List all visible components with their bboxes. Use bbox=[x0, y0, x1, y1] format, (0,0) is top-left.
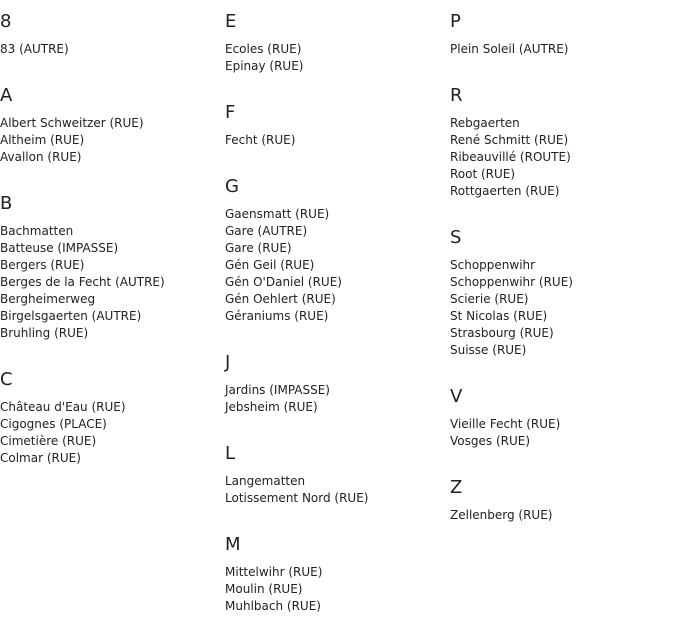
letter-heading: S bbox=[450, 227, 462, 248]
street-link[interactable]: Strasbourg (RUE) bbox=[450, 326, 554, 340]
street-link[interactable]: 83 (AUTRE) bbox=[0, 42, 69, 56]
street-list bbox=[450, 41, 670, 58]
street-link[interactable]: Scierie (RUE) bbox=[450, 292, 529, 306]
letter-heading: F bbox=[225, 102, 236, 123]
street-link[interactable]: Gaensmatt (RUE) bbox=[225, 207, 330, 221]
index-column-1 bbox=[0, 0, 220, 467]
group-spacer bbox=[0, 166, 220, 182]
street-link[interactable]: Moulin (RUE) bbox=[225, 582, 303, 596]
street-link[interactable]: Château d'Eau (RUE) bbox=[0, 400, 126, 414]
group-spacer bbox=[225, 75, 445, 91]
letter-group bbox=[0, 194, 220, 358]
letter-group bbox=[225, 103, 445, 165]
letter-heading: 8 bbox=[0, 11, 12, 32]
street-link[interactable]: Schoppenwihr bbox=[450, 258, 536, 272]
letter-heading: R bbox=[450, 85, 463, 106]
street-list bbox=[450, 257, 670, 359]
letter-heading: V bbox=[450, 386, 463, 407]
street-link[interactable]: Root (RUE) bbox=[450, 167, 516, 181]
letter-group bbox=[450, 478, 670, 524]
street-list bbox=[225, 132, 445, 149]
street-link[interactable]: René Schmitt (RUE) bbox=[450, 133, 569, 147]
street-list bbox=[0, 115, 220, 166]
street-link[interactable]: Bruhling (RUE) bbox=[0, 326, 89, 340]
letter-heading: B bbox=[0, 193, 13, 214]
street-link[interactable]: Albert Schweitzer (RUE) bbox=[0, 116, 144, 130]
letter-heading: A bbox=[0, 85, 13, 106]
street-link[interactable]: St Nicolas (RUE) bbox=[450, 309, 548, 323]
street-link[interactable]: Gén O'Daniel (RUE) bbox=[225, 275, 342, 289]
street-list bbox=[450, 416, 670, 450]
letter-group bbox=[225, 535, 445, 615]
letter-heading: P bbox=[450, 11, 461, 32]
index-column-2 bbox=[225, 0, 445, 615]
street-link[interactable]: Bachmatten bbox=[0, 224, 74, 238]
letter-group bbox=[0, 86, 220, 182]
street-link[interactable]: Epinay (RUE) bbox=[225, 59, 304, 73]
street-link[interactable]: Plein Soleil (AUTRE) bbox=[450, 42, 569, 56]
street-link[interactable]: Birgelsgaerten (AUTRE) bbox=[0, 309, 142, 323]
street-link[interactable]: Bergers (RUE) bbox=[0, 258, 85, 272]
street-link[interactable]: Schoppenwihr (RUE) bbox=[450, 275, 573, 289]
letter-group bbox=[225, 444, 445, 523]
group-spacer bbox=[225, 149, 445, 165]
letter-heading: E bbox=[225, 11, 237, 32]
group-spacer bbox=[225, 507, 445, 523]
street-link[interactable]: Vieille Fecht (RUE) bbox=[450, 417, 561, 431]
street-link[interactable]: Mittelwihr (RUE) bbox=[225, 565, 323, 579]
street-list bbox=[0, 41, 220, 58]
street-link[interactable]: Gare (AUTRE) bbox=[225, 224, 308, 238]
street-link[interactable]: Altheim (RUE) bbox=[0, 133, 85, 147]
street-link[interactable]: Bergheimerweg bbox=[0, 292, 96, 306]
letter-heading: C bbox=[0, 369, 13, 390]
street-link[interactable]: Géraniums (RUE) bbox=[225, 309, 329, 323]
group-spacer bbox=[450, 359, 670, 375]
street-link[interactable]: Rebgaerten bbox=[450, 116, 520, 130]
letter-group bbox=[225, 12, 445, 91]
street-link[interactable]: Avallon (RUE) bbox=[0, 150, 82, 164]
street-list bbox=[225, 41, 445, 75]
street-link[interactable]: Colmar (RUE) bbox=[0, 451, 81, 465]
letter-group bbox=[225, 177, 445, 341]
group-spacer bbox=[225, 416, 445, 432]
group-spacer bbox=[450, 58, 670, 74]
street-list bbox=[450, 507, 670, 524]
letter-heading: M bbox=[225, 534, 241, 555]
street-list bbox=[225, 564, 445, 615]
street-list bbox=[0, 399, 220, 467]
letter-heading: J bbox=[225, 352, 231, 373]
letter-group bbox=[450, 12, 670, 74]
street-link[interactable]: Ribeauvillé (ROUTE) bbox=[450, 150, 571, 164]
street-link[interactable]: Gare (RUE) bbox=[225, 241, 292, 255]
street-link[interactable]: Vosges (RUE) bbox=[450, 434, 531, 448]
letter-group bbox=[0, 12, 220, 74]
letter-heading: L bbox=[225, 443, 236, 464]
street-link[interactable]: Cimetière (RUE) bbox=[0, 434, 97, 448]
street-link[interactable]: Langematten bbox=[225, 474, 306, 488]
street-link[interactable]: Jardins (IMPASSE) bbox=[225, 383, 330, 397]
street-link[interactable]: Muhlbach (RUE) bbox=[225, 599, 321, 613]
letter-group bbox=[450, 387, 670, 466]
street-list bbox=[0, 223, 220, 342]
letter-heading: G bbox=[225, 176, 239, 197]
street-link[interactable]: Suisse (RUE) bbox=[450, 343, 527, 357]
street-link[interactable]: Jebsheim (RUE) bbox=[225, 400, 318, 414]
street-list bbox=[225, 382, 445, 416]
street-link[interactable]: Berges de la Fecht (AUTRE) bbox=[0, 275, 165, 289]
group-spacer bbox=[450, 200, 670, 216]
street-link[interactable]: Fecht (RUE) bbox=[225, 133, 296, 147]
letter-group bbox=[450, 86, 670, 216]
letter-group bbox=[450, 228, 670, 375]
group-spacer bbox=[450, 450, 670, 466]
street-link[interactable]: Lotissement Nord (RUE) bbox=[225, 491, 369, 505]
street-link[interactable]: Ecoles (RUE) bbox=[225, 42, 302, 56]
letter-heading: Z bbox=[450, 477, 463, 498]
group-spacer bbox=[225, 325, 445, 341]
street-link[interactable]: Cigognes (PLACE) bbox=[0, 417, 107, 431]
street-link[interactable]: Zellenberg (RUE) bbox=[450, 508, 553, 522]
street-list bbox=[225, 473, 445, 507]
group-spacer bbox=[0, 58, 220, 74]
street-link[interactable]: Gén Oehlert (RUE) bbox=[225, 292, 336, 306]
street-link[interactable]: Gén Geil (RUE) bbox=[225, 258, 315, 272]
street-list bbox=[450, 115, 670, 200]
street-link[interactable]: Batteuse (IMPASSE) bbox=[0, 241, 119, 255]
street-list bbox=[225, 206, 445, 325]
letter-group bbox=[0, 370, 220, 467]
index-column-3 bbox=[450, 0, 670, 524]
street-link[interactable]: Rottgaerten (RUE) bbox=[450, 184, 560, 198]
group-spacer bbox=[0, 342, 220, 358]
letter-group bbox=[225, 353, 445, 432]
